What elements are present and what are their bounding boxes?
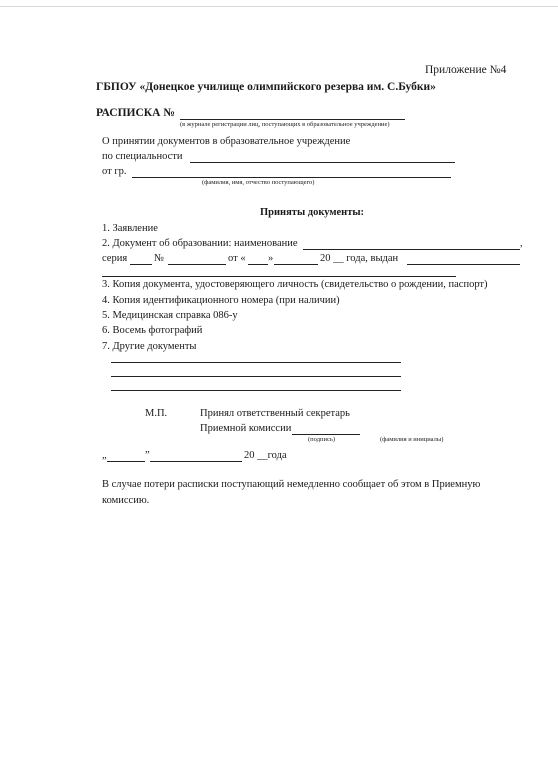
year-issued: 20 __ года, выдан xyxy=(320,253,399,264)
doc-item-1: 1. Заявление xyxy=(102,223,158,234)
footer-line-1: В случае потери расписки поступающий немедленно сообщает об этом в Приемную xyxy=(102,479,481,490)
institution-title: ГБПОУ «Донецкое училище олимпийского резерва им. С.Бубки» xyxy=(96,81,436,93)
appendix-label: Приложение №4 xyxy=(425,64,507,76)
doc-item-5: 5. Медицинская справка 086-у xyxy=(102,310,238,321)
footer-line-2: комиссию. xyxy=(102,495,150,506)
receipt-journal-note: (в журнале регистрации лиц, поступающих в образовательное учреждение) xyxy=(180,121,390,128)
commission-label: Приемной комиссии xyxy=(200,423,292,434)
scan-edge xyxy=(0,6,558,7)
fio-note: (фамилия, имя, отчество поступающего) xyxy=(202,179,315,186)
sign-day-line xyxy=(107,461,145,462)
number-line xyxy=(168,264,226,265)
intro-line: О принятии документов в образовательное учреждение xyxy=(102,136,351,147)
doc-item-4: 4. Копия идентификационного номера (при наличии) xyxy=(102,295,340,306)
issued-by-line-2 xyxy=(102,276,456,277)
from-label: от гр. xyxy=(102,166,127,177)
month-line xyxy=(274,264,318,265)
date-open-quote: „ xyxy=(102,450,107,461)
date-mid: » xyxy=(268,253,274,264)
other-docs-line-3 xyxy=(111,390,401,391)
signature-line xyxy=(292,434,360,435)
sign-month-line xyxy=(150,461,242,462)
issued-by-line xyxy=(407,264,520,265)
accepted-by: Принял ответственный секретарь xyxy=(200,408,350,419)
accepted-heading: Приняты документы: xyxy=(260,207,365,218)
doc-item-7: 7. Другие документы xyxy=(102,341,197,352)
series-line xyxy=(130,264,152,265)
receipt-number-line xyxy=(180,119,405,120)
doc-item-6: 6. Восемь фотографий xyxy=(102,325,203,336)
date-from: от « xyxy=(228,253,246,264)
other-docs-line-2 xyxy=(111,376,401,377)
receipt-title: РАСПИСКА № xyxy=(96,107,175,119)
doc-item-2-comma: , xyxy=(520,238,523,249)
date-close-quote: ” xyxy=(145,450,150,461)
fio-line xyxy=(132,177,451,178)
doc-item-3: 3. Копия документа, удостоверяющего личность (свидетельство о рождении, паспорт) xyxy=(102,279,488,290)
number-label: № xyxy=(154,253,165,264)
series-label: серия xyxy=(102,253,128,264)
day-line xyxy=(248,264,268,265)
sign-year: 20 __года xyxy=(244,450,287,461)
specialty-label: по специальности xyxy=(102,151,183,162)
stamp-label: М.П. xyxy=(145,408,168,419)
doc-item-2-label: 2. Документ об образовании: наименование xyxy=(102,238,298,249)
doc-name-line xyxy=(303,249,520,250)
signature-note: (подпись) xyxy=(308,436,335,443)
other-docs-line-1 xyxy=(111,362,401,363)
specialty-line xyxy=(190,162,455,163)
name-note: (фамилия и инициалы) xyxy=(380,436,444,443)
